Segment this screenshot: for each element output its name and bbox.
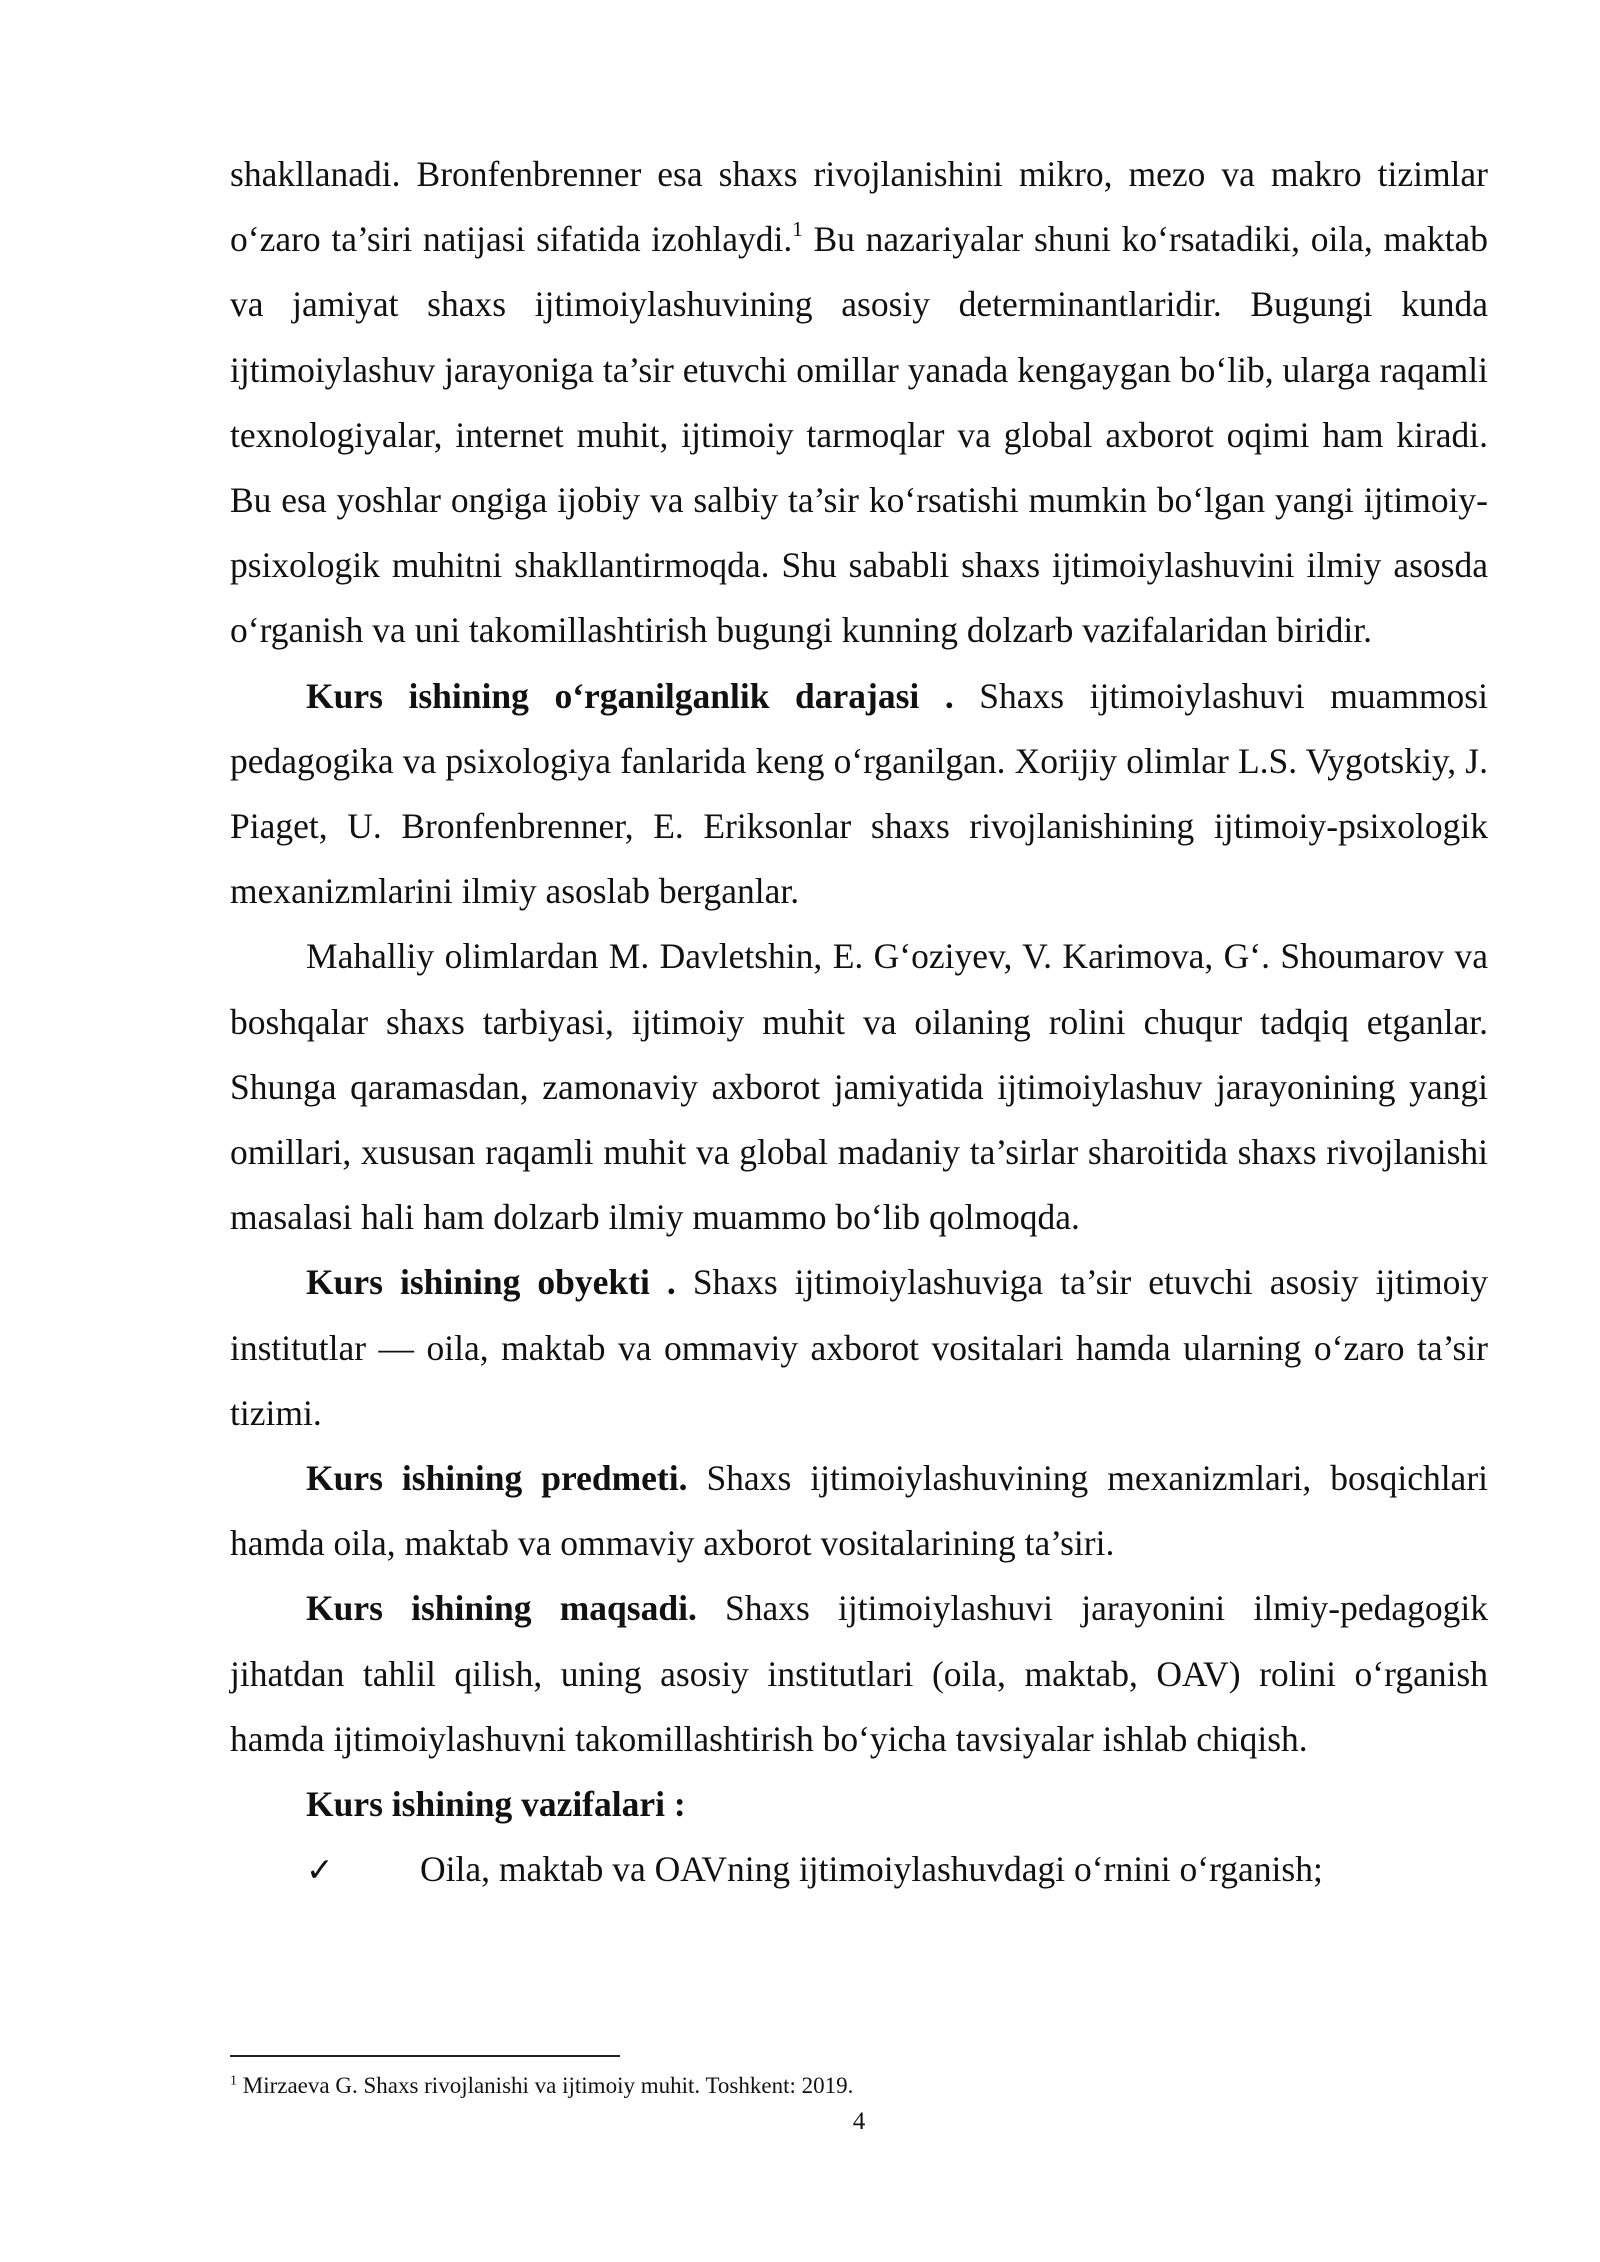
footnote-reference[interactable]: 1 — [792, 217, 803, 242]
goal-heading: Kurs ishining maqsadi. — [306, 1588, 697, 1629]
object-heading: Kurs ishining obyekti . — [306, 1262, 676, 1303]
local-scholars-text: Mahalliy olimlardan M. Davletshin, E. G‘oziyev, V. Karimova, G‘. Shoumarov va boshqalar shaxs tarbiyasi, ijtimoiy muhit va oilaning rolini chuqur tadqiq etganlar. Shunga qaramasdan, zamonaviy axborot jamiyatida ijtimoiylashuv jarayonining yangi omillari, xususan raqamli muhit va global madaniy ta’sirlar sharoitida shaxs rivojlanishi masalasi hali ham dolzarb ilmiy muammo bo‘lib qolmoqda. — [230, 936, 1488, 1238]
page-number: 4 — [852, 2108, 866, 2135]
paragraph-tasks-heading — [230, 1772, 1488, 1837]
study-degree-text: Shaxs ijtimoiylashuvi muammosi pedagogika va psixologiya fanlarida keng o‘rganilgan. Xorijiy olimlar L.S. Vygotskiy, J. Piaget, U. Bronfenbrenner, E. Eriksonlar shaxs rivojlanishining ijtimoiy-psixologik mexanizmlarini ilmiy asoslab berganlar. — [230, 675, 1488, 912]
study-degree-heading: Kurs ishining o‘rganilganlik darajasi . — [306, 675, 954, 716]
paragraph-object — [230, 1250, 1488, 1446]
task-list-item-text: Oila, maktab va OAVning ijtimoiylashuvdagi o‘rnini o‘rganish; — [420, 1849, 1323, 1890]
checkmark-icon: ✓ — [306, 1850, 334, 1890]
tasks-heading: Kurs ishining vazifalari : — [306, 1784, 686, 1825]
paragraph-subject — [230, 1446, 1488, 1576]
paragraph-intro — [230, 142, 1488, 664]
goal-text: Shaxs ijtimoiylashuvi jarayonini ilmiy-pedagogik jihatdan tahlil qilish, uning asosiy institutlari (oila, maktab, OAV) rolini o‘rganish hamda ijtimoiylashuvni takomillashtirish bo‘yicha tavsiyalar ishlab chiqish. — [230, 1588, 1488, 1759]
paragraph-local-scholars — [230, 924, 1488, 1250]
paragraph-intro-text-a: shakllanadi. Bronfenbrenner esa shaxs rivojlanishini mikro, mezo va makro tizimlar o‘zaro ta’siri natijasi sifatida izohlaydi. — [230, 154, 1488, 260]
footnote-separator — [230, 2055, 620, 2057]
footnote-number: 1 — [230, 2073, 237, 2089]
footnote — [230, 2070, 1488, 2102]
document-body — [230, 142, 1488, 1902]
paragraph-study-degree — [230, 664, 1488, 925]
task-list-item — [306, 1837, 1488, 1902]
paragraph-intro-text-b: Bu nazariyalar shuni ko‘rsatadiki, oila, maktab va jamiyat shaxs ijtimoiylashuvining asosiy determinantlaridir. Bugungi kunda ijtimoiylashuv jarayoniga ta’sir etuvchi omillar yanada kengaygan bo‘lib, ularga raqamli texnologiyalar, internet muhit, ijtimoiy tarmoqlar va global axborot oqimi ham kiradi. Bu esa yoshlar ongiga ijobiy va salbiy ta’sir ko‘rsatishi mumkin bo‘lgan yangi ijtimoiy-psixologik muhitni shakllantirmoqda. Shu sababli shaxs ijtimoiylashuvini ilmiy asosda o‘rganish va uni takomillashtirish bugungi kunning dolzarb vazifalaridan biridir. — [230, 219, 1488, 651]
object-text: Shaxs ijtimoiylashuviga ta’sir etuvchi asosiy ijtimoiy institutlar — oila, maktab va ommaviy axborot vositalari hamda ularning o‘zaro ta’sir tizimi. — [230, 1262, 1488, 1433]
paragraph-goal — [230, 1576, 1488, 1772]
footnote-text: Mirzaeva G. Shaxs rivojlanishi va ijtimoiy muhit. Toshkent: 2019. — [237, 2073, 854, 2098]
subject-heading: Kurs ishining predmeti. — [306, 1458, 688, 1499]
subject-text: Shaxs ijtimoiylashuvining mexanizmlari, bosqichlari hamda oila, maktab va ommaviy axborot vositalarining ta’siri. — [230, 1458, 1488, 1564]
